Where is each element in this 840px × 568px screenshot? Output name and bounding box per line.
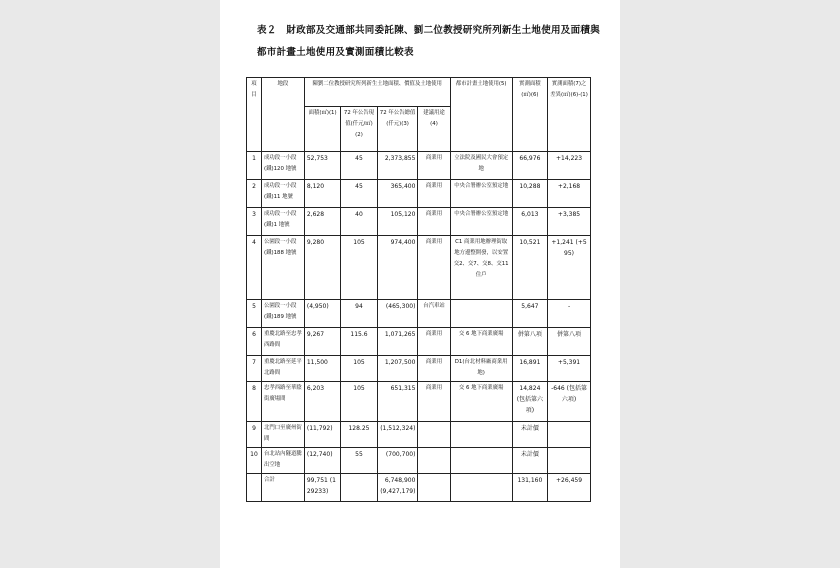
- row-unit-value: [341, 474, 377, 502]
- row-item-number: [247, 474, 262, 502]
- row-item-number: 3: [247, 208, 262, 236]
- row-area: (4,950): [304, 300, 340, 328]
- row-parcel: 重慶北路至忠孝西路間: [262, 328, 305, 356]
- table-row: [247, 356, 591, 382]
- row-diff: +26,459: [548, 474, 591, 502]
- row-survey-area: 未計價: [512, 448, 547, 474]
- row-diff: +14,223: [548, 152, 591, 180]
- row-area: 11,500: [304, 356, 340, 382]
- row-total-value: 1,207,500: [377, 356, 418, 382]
- row-diff: [548, 422, 591, 448]
- row-parcel: 成功段一小段(鐵)11 地號: [262, 180, 305, 208]
- row-total-value: (465,300): [377, 300, 418, 328]
- table-row: [247, 300, 591, 328]
- table-title: [257, 20, 609, 64]
- row-suggested-use: [418, 422, 450, 448]
- row-parcel: 忠孝西路至華陰街廣場間: [262, 382, 305, 422]
- row-suggested-use: [418, 474, 450, 502]
- row-suggested-use: 商業用: [418, 382, 450, 422]
- header-item: 項目: [247, 78, 262, 152]
- row-unit-value: 105: [341, 382, 377, 422]
- table-row: [247, 208, 591, 236]
- row-area: 9,280: [304, 236, 340, 300]
- table-row: [247, 180, 591, 208]
- table-row: [247, 422, 591, 448]
- row-suggested-use: [418, 448, 450, 474]
- row-urban-use: [450, 300, 512, 328]
- row-unit-value: 94: [341, 300, 377, 328]
- row-urban-use: 交 6 地下商業廣場: [450, 382, 512, 422]
- row-parcel: 重慶北路至延平北路間: [262, 356, 305, 382]
- row-survey-area: 66,976: [512, 152, 547, 180]
- table-row: [247, 448, 591, 474]
- row-item-number: 6: [247, 328, 262, 356]
- row-item-number: 8: [247, 382, 262, 422]
- row-suggested-use: 商業用: [418, 356, 450, 382]
- row-item-number: 4: [247, 236, 262, 300]
- header-urban-use: 都市計畫土地使用(5): [450, 78, 512, 152]
- row-total-value: 651,315: [377, 382, 418, 422]
- table-body: [247, 152, 591, 502]
- row-item-number: 1: [247, 152, 262, 180]
- table-row: [247, 236, 591, 300]
- row-suggested-use: 商業用: [418, 180, 450, 208]
- row-total-value: 105,120: [377, 208, 418, 236]
- row-unit-value: 45: [341, 152, 377, 180]
- row-parcel: 成功段一小段(鐵)1 地號: [262, 208, 305, 236]
- header-parcel: 地段: [262, 78, 305, 152]
- row-item-number: 5: [247, 300, 262, 328]
- row-area: 9,267: [304, 328, 340, 356]
- row-suggested-use: 商業用: [418, 328, 450, 356]
- row-survey-area: 131,160: [512, 474, 547, 502]
- row-unit-value: 105: [341, 356, 377, 382]
- row-urban-use: 中央合署辦公室預定地: [450, 180, 512, 208]
- row-urban-use: 立法院及國民大會預定地: [450, 152, 512, 180]
- row-total-value: 1,071,265: [377, 328, 418, 356]
- document-page: [220, 0, 620, 568]
- row-diff: -: [548, 300, 591, 328]
- header-unit-value: 72 年公告現值(仟元/㎡)(2): [341, 107, 377, 152]
- row-urban-use: C1 商業用地辦理街取地方邊整開發，以安置交2、交7、交8、交11住戶: [450, 236, 512, 300]
- row-parcel: 成功段一小段(鐵)120 地號: [262, 152, 305, 180]
- row-diff: +2,168: [548, 180, 591, 208]
- row-total-value: (1,512,324): [377, 422, 418, 448]
- comparison-table: [246, 77, 591, 502]
- row-unit-value: 40: [341, 208, 377, 236]
- row-area: (11,792): [304, 422, 340, 448]
- table-row: [247, 382, 591, 422]
- row-suggested-use: 商業用: [418, 208, 450, 236]
- row-parcel: 合計: [262, 474, 305, 502]
- row-area: (12,740): [304, 448, 340, 474]
- row-total-value: 974,400: [377, 236, 418, 300]
- header-group: 陳劉二位教授研究所列新生土地面積、價值及土地使用: [304, 78, 450, 107]
- row-area: 52,753: [304, 152, 340, 180]
- row-urban-use: [450, 422, 512, 448]
- row-survey-area: 併第八項: [512, 328, 547, 356]
- row-unit-value: 105: [341, 236, 377, 300]
- row-diff: +3,385: [548, 208, 591, 236]
- row-suggested-use: 商業用: [418, 236, 450, 300]
- table-row: [247, 328, 591, 356]
- title-line-1: 表２ 財政部及交通部共同委託陳、劉二位教授研究所列新生土地使用及面積與: [257, 25, 601, 36]
- row-item-number: 7: [247, 356, 262, 382]
- row-total-value: 2,373,855: [377, 152, 418, 180]
- row-urban-use: [450, 474, 512, 502]
- row-survey-area: 14,824 (包括第六項): [512, 382, 547, 422]
- row-area: 99,751 (129233): [304, 474, 340, 502]
- row-survey-area: 10,288: [512, 180, 547, 208]
- row-unit-value: 55: [341, 448, 377, 474]
- row-parcel: 北門口至廣州街間: [262, 422, 305, 448]
- row-area: 6,203: [304, 382, 340, 422]
- row-area: 8,120: [304, 180, 340, 208]
- row-diff: +5,391: [548, 356, 591, 382]
- row-suggested-use: 台汽車站: [418, 300, 450, 328]
- row-urban-use: 交 6 地下商業廣場: [450, 328, 512, 356]
- row-unit-value: 45: [341, 180, 377, 208]
- row-diff: [548, 448, 591, 474]
- header-diff: 實測面積(7)之差異(㎡)(6)-(1): [548, 78, 591, 152]
- row-total-value: 6,748,900 (9,427,179): [377, 474, 418, 502]
- row-urban-use: D1(台北材料廠商業用地): [450, 356, 512, 382]
- row-survey-area: 未計價: [512, 422, 547, 448]
- title-line-2: 都市計畫土地使用及實測面積比較表: [257, 47, 414, 58]
- header-suggested-use: 建議用途(4): [418, 107, 450, 152]
- row-area: 2,628: [304, 208, 340, 236]
- row-diff: 併第八項: [548, 328, 591, 356]
- row-survey-area: 5,647: [512, 300, 547, 328]
- row-parcel: 公園段一小段(鐵)188 地號: [262, 236, 305, 300]
- row-suggested-use: 商業用: [418, 152, 450, 180]
- row-unit-value: 128.25: [341, 422, 377, 448]
- table-row: [247, 474, 591, 502]
- row-survey-area: 16,891: [512, 356, 547, 382]
- row-total-value: 365,400: [377, 180, 418, 208]
- header-total-value: 72 年公告總值(仟元)(3): [377, 107, 418, 152]
- row-parcel: 公園段一小段(鐵)189 地號: [262, 300, 305, 328]
- row-survey-area: 6,013: [512, 208, 547, 236]
- row-parcel: 台北站內隧道騰出空地: [262, 448, 305, 474]
- row-item-number: 9: [247, 422, 262, 448]
- row-diff: +1,241 (+595): [548, 236, 591, 300]
- header-area: 面積(㎡)(1): [304, 107, 340, 152]
- row-diff: -646 (包括第六項): [548, 382, 591, 422]
- row-urban-use: [450, 448, 512, 474]
- row-urban-use: 中央合署辦公室預定地: [450, 208, 512, 236]
- row-survey-area: 10,521: [512, 236, 547, 300]
- table-row: [247, 152, 591, 180]
- header-survey-area: 實測面積(㎡)(6): [512, 78, 547, 152]
- row-total-value: (700,700): [377, 448, 418, 474]
- row-item-number: 2: [247, 180, 262, 208]
- row-unit-value: 115.6: [341, 328, 377, 356]
- row-item-number: 10: [247, 448, 262, 474]
